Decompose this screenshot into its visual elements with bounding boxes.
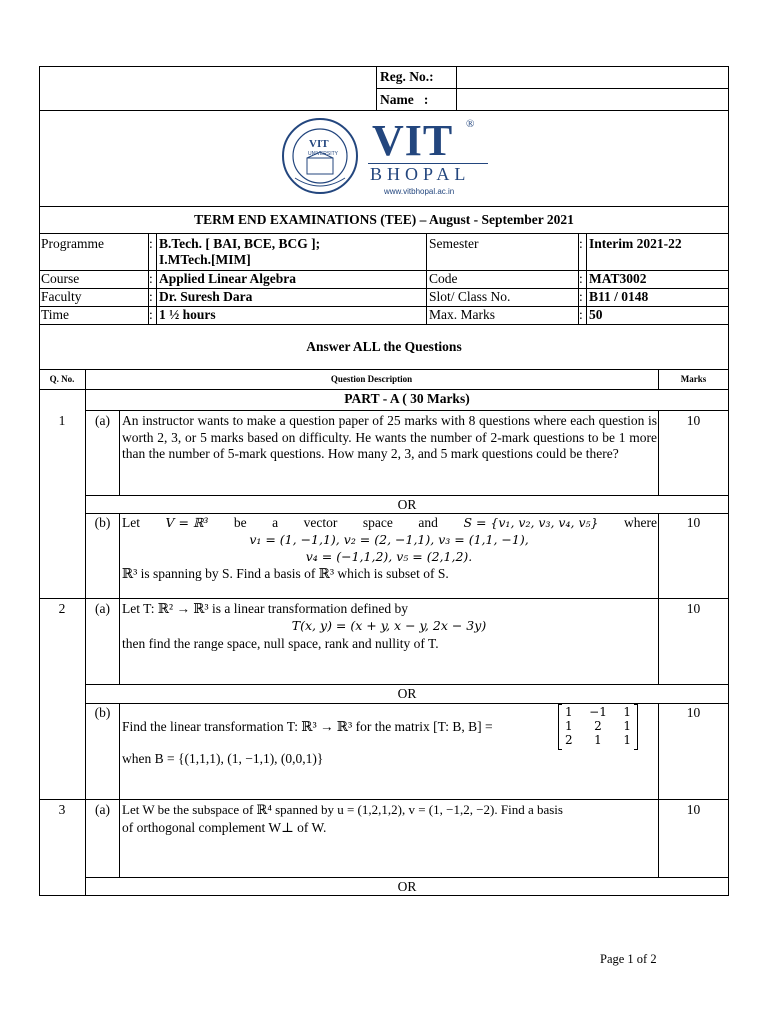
time-value: 1 ½ hours: [159, 307, 216, 322]
q1a-label: (a): [95, 413, 110, 428]
q3a-line2: of orthogonal complement W⊥ of W.: [122, 820, 327, 835]
divider: [119, 598, 120, 684]
divider: [85, 684, 729, 685]
matrix-cell: 1: [594, 733, 602, 747]
transformation-matrix: [558, 705, 638, 749]
semester-value: Interim 2021-22: [589, 236, 682, 251]
colon: :: [149, 271, 153, 286]
registered-mark: ®: [466, 118, 475, 130]
q1b-word: vector: [303, 515, 338, 530]
divider: [39, 233, 729, 234]
q1b-math: V = ℝ³: [165, 515, 209, 530]
q2b-label: (b): [94, 705, 111, 720]
divider: [39, 110, 729, 111]
q2b-line2: when B = {(1,1,1), (1, −1,1), (0,0,1)}: [122, 751, 324, 766]
q2b-line1: Find the linear transformation T: ℝ³ → ℝ³ for the matrix [T: B, B] =: [122, 719, 493, 734]
max-marks-label: Max. Marks: [429, 307, 495, 322]
q2a-line3: then find the range space, null space, rank and nullity of T.: [122, 636, 439, 651]
q3a-line1: Let W be the subspace of ℝ⁴ spanned by u = (1,2,1,2), v = (1, −1,2, −2). Find a basis: [122, 802, 563, 817]
code-label: Code: [429, 271, 458, 286]
q1b-line4: ℝ³ is spanning by S. Find a basis of ℝ³ which is subset of S.: [122, 566, 449, 581]
divider: [85, 877, 729, 878]
q3a-label: (a): [95, 802, 110, 817]
q1b-word: where: [624, 515, 657, 530]
colon: :: [579, 271, 583, 286]
programme-label: Programme: [41, 236, 104, 251]
colon: :: [579, 289, 583, 304]
q1b-line1: [122, 515, 657, 531]
max-marks-value: 50: [589, 307, 603, 322]
matrix-cell: 2: [565, 733, 573, 747]
reg-no-label: Reg. No.:: [380, 69, 434, 84]
slot-label: Slot/ Class No.: [429, 289, 511, 304]
divider: [156, 233, 157, 324]
q1a-text: An instructor wants to make a question paper of 25 marks with 8 questions where each question is worth 2, 3, or 5 marks based on difficulty. He wants the number of 2-mark questions to be 1 more than the number of 5-mark questions. How many 2, 3, and 5 mark questions could be there?: [122, 413, 657, 461]
q1a-marks: 10: [686, 413, 701, 428]
matrix-row: [559, 705, 637, 719]
colon: :: [149, 307, 153, 322]
time-label: Time: [41, 307, 70, 322]
divider: [85, 703, 729, 704]
course-label: Course: [41, 271, 80, 286]
q1b-line3: v₄ = (−1,1,2), v₅ = (2,1,2).: [305, 549, 473, 564]
divider: [119, 703, 120, 799]
colon: :: [579, 236, 583, 251]
university-seal-logo: [275, 116, 365, 196]
q3-number: 3: [58, 802, 66, 817]
divider: [39, 206, 729, 207]
matrix-cell: 1: [623, 719, 631, 733]
exam-title: TERM END EXAMINATIONS (TEE) – August - September 2021: [194, 212, 574, 227]
q1b-line2: v₁ = (1, −1,1), v₂ = (2, −1,1), v₃ = (1,1, −1),: [249, 532, 529, 547]
programme-value-2: I.MTech.[MIM]: [159, 252, 251, 267]
matrix-row: [559, 719, 637, 733]
divider: [39, 369, 729, 370]
divider: [586, 233, 587, 324]
matrix-cell: 1: [565, 705, 573, 719]
col-header-qno: Q. No.: [49, 374, 75, 384]
slot-value: B11 / 0148: [589, 289, 649, 304]
q2-number: 2: [58, 601, 66, 616]
reg-no-field[interactable]: [458, 68, 726, 87]
website-text: www.vitbhopal.ac.in: [384, 187, 455, 196]
q1b-marks: 10: [686, 515, 701, 530]
q1b-word: a: [272, 515, 279, 530]
divider: [119, 799, 120, 877]
q1b-word: be: [233, 515, 247, 530]
matrix-cell: 2: [594, 719, 602, 733]
name-field[interactable]: [458, 90, 726, 109]
page-number: Page 1 of 2: [600, 952, 657, 966]
matrix-cell: 1: [623, 705, 631, 719]
divider: [85, 495, 729, 496]
q2a-marks: 10: [686, 601, 701, 616]
divider: [119, 410, 120, 495]
col-header-description: Question Description: [330, 374, 413, 384]
matrix-row: [559, 733, 637, 747]
divider: [376, 88, 729, 89]
course-value: Applied Linear Algebra: [159, 271, 297, 286]
seal-text: VIT: [309, 138, 329, 150]
colon: :: [149, 236, 153, 251]
divider: [85, 513, 729, 514]
divider: [39, 598, 729, 599]
col-header-marks: Marks: [680, 374, 707, 384]
semester-label: Semester: [429, 236, 479, 251]
seal-subtext: UNIVERSITY: [308, 151, 339, 157]
matrix-cell: 1: [623, 733, 631, 747]
faculty-value: Dr. Suresh Dara: [159, 289, 253, 304]
colon: :: [149, 289, 153, 304]
q1b-math: S = {v₁, v₂, v₃, v₄, v₅}: [463, 515, 599, 530]
divider: [39, 799, 729, 800]
code-value: MAT3002: [589, 271, 647, 286]
vit-brand-logo: VIT: [372, 116, 454, 165]
q1-number: 1: [58, 413, 66, 428]
divider: [39, 306, 729, 307]
q1b-label: (b): [94, 515, 111, 530]
q1b-word: Let: [122, 515, 140, 530]
name-label: Name :: [380, 92, 429, 107]
or-separator: OR: [397, 497, 417, 512]
faculty-label: Faculty: [41, 289, 82, 304]
q2a-line1: Let T: ℝ² → ℝ³ is a linear transformation defined by: [122, 601, 409, 616]
divider: [39, 324, 729, 325]
q2a-line2: T(x, y) = (x + y, x − y, 2x − 3y): [291, 618, 487, 633]
programme-value-1: B.Tech. [ BAI, BCE, BCG ];: [159, 236, 321, 251]
q1b-word: space: [362, 515, 393, 530]
bhopal-text: BHOPAL: [370, 164, 471, 184]
or-separator: OR: [397, 879, 417, 894]
q2a-label: (a): [95, 601, 110, 616]
q1b-word: and: [418, 515, 438, 530]
matrix-cell: −1: [589, 705, 607, 719]
divider: [39, 389, 729, 390]
or-separator: OR: [397, 686, 417, 701]
instructions: Answer ALL the Questions: [306, 339, 462, 354]
q2b-marks: 10: [686, 705, 701, 720]
matrix-cell: 1: [565, 719, 573, 733]
divider: [85, 410, 729, 411]
colon: :: [579, 307, 583, 322]
part-a-heading: PART - A ( 30 Marks): [344, 391, 470, 406]
divider: [426, 233, 427, 324]
q3a-marks: 10: [686, 802, 701, 817]
